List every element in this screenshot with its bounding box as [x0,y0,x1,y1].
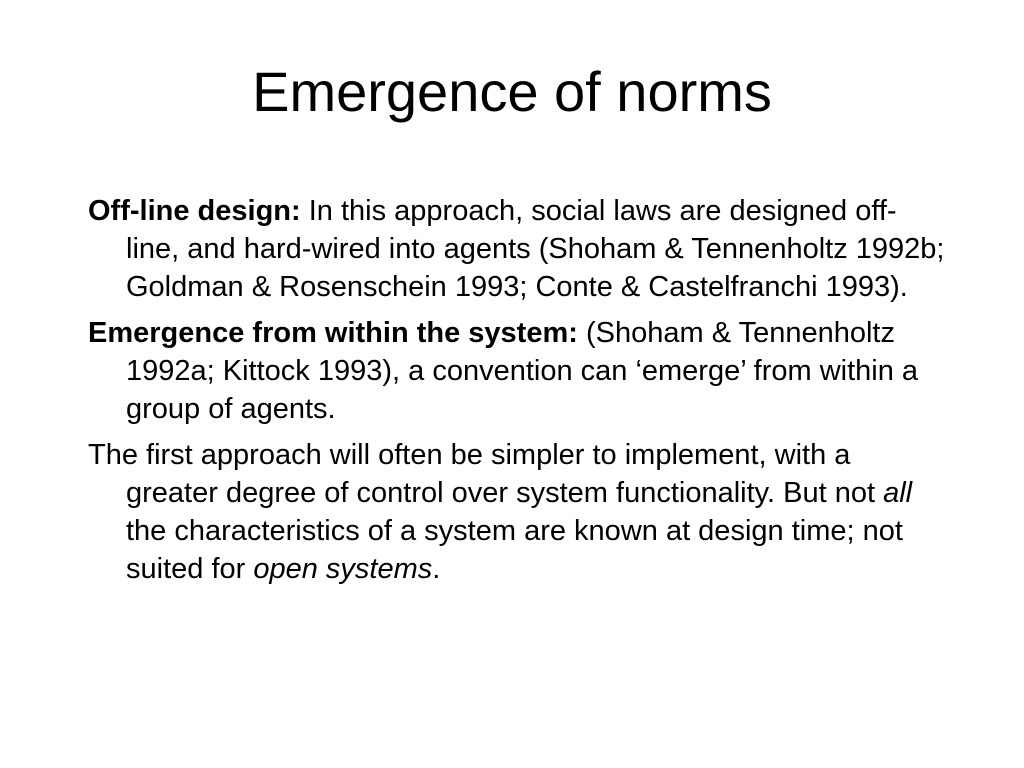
paragraph-lead: Emergence from within the system: [88,317,578,349]
paragraph-lead: Off-line design: [88,195,301,227]
paragraph-comparison [88,436,948,588]
paragraph-offline-design [88,192,948,306]
paragraph-text: . [432,553,441,585]
paragraph-text: (Shoham & Tennenholtz 1992a; Kittock 1993), a convention can ‘emerge’ from within a group of agents. [126,317,919,425]
slide-title: Emergence of norms [252,60,772,123]
paragraph-text: The first approach will often be simpler to implement, with a greater degree of control over system functionality. But not [88,439,884,509]
paragraph-text: the characteristics of a system are known at design time; not suited for [126,515,903,585]
emphasis-all: all [883,477,913,509]
paragraph-text: In this approach, social laws are designed off-line, and hard-wired into agents (Shoham & Tennenholtz 1992b; Goldman & Rosenschein 1993; Conte & Castelfranchi 1993). [126,195,945,303]
emphasis-open-systems: open systems [253,553,433,585]
paragraph-emergence [88,314,948,428]
slide-body [88,192,948,596]
